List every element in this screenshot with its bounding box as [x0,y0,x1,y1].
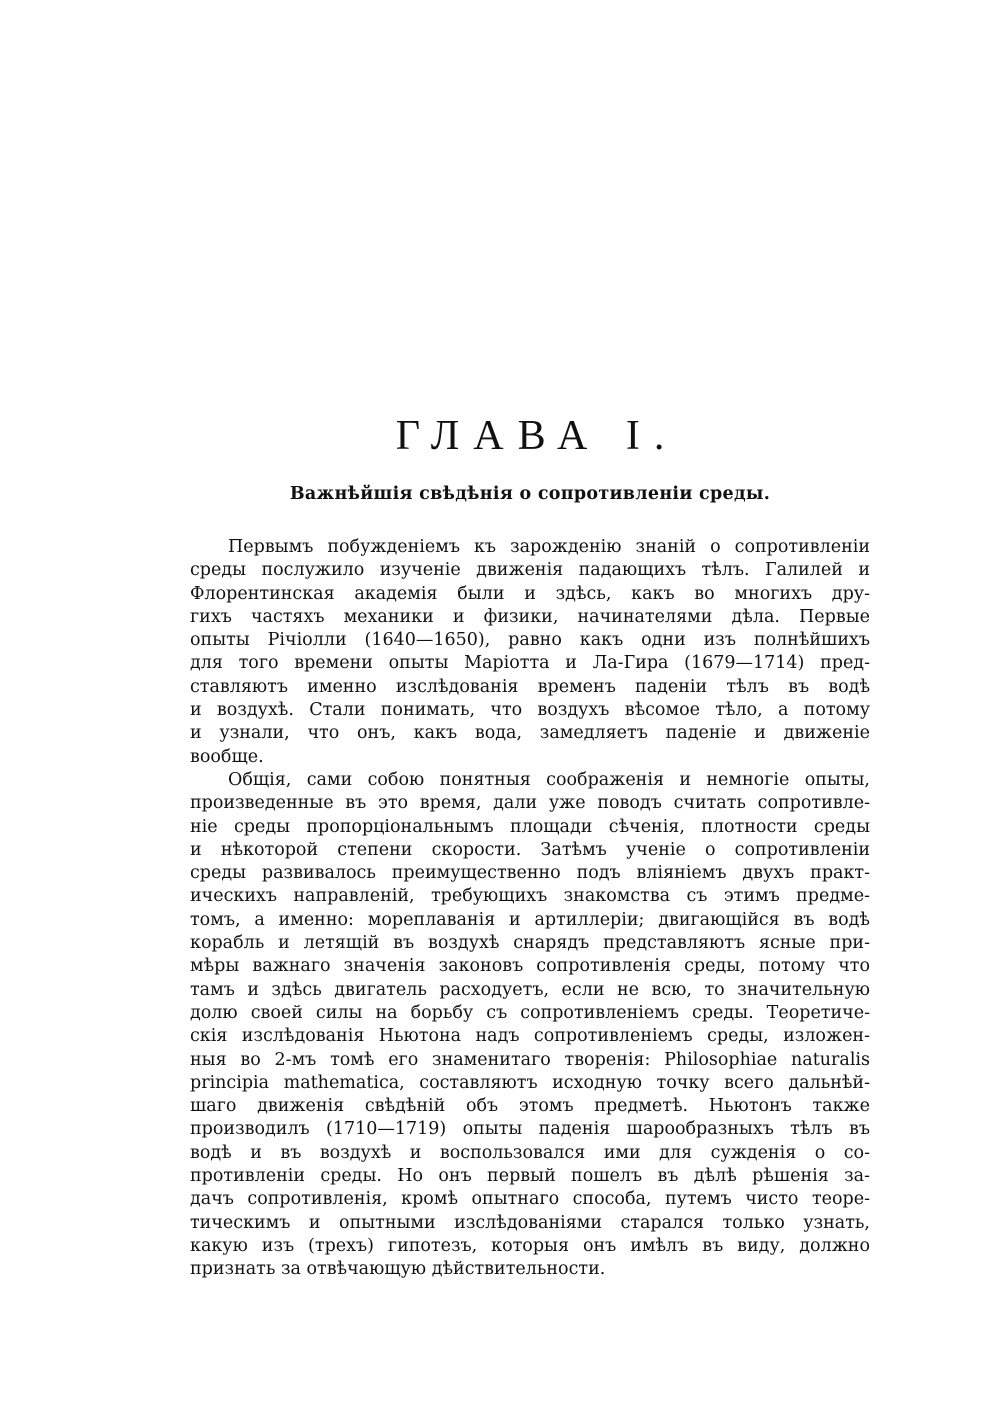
text-line: principia mathematica, составляютъ исходную точку всего дальнѣй- [190,1072,870,1093]
text-line: и узнали, что онъ, какъ вода, замедляетъ паденіе и движеніе [190,723,870,744]
chapter-title: ГЛАВА I. [395,413,679,459]
text-line: среды развивалось преимущественно подъ вліяніемъ двухъ практ- [190,863,870,884]
text-line: гихъ частяхъ механики и физики, начинателями дѣла. Первые [190,606,870,627]
text-line: и нѣкоторой степени скорости. Затѣмъ ученіе о сопротивленіи [190,839,870,860]
text-line: ніе среды пропорціональнымъ площади сѣченія, плотности среды [190,816,870,837]
text-line: Флорентинская академія были и здѣсь, какъ во многихъ дру- [190,583,870,604]
chapter-subtitle: Важнѣйшія свѣдѣнія о сопротивленіи среды. [289,484,771,504]
text-line: противленіи среды. Но онъ первый пошелъ въ дѣлѣ рѣшенія за- [190,1166,870,1187]
text-line: произведенные въ это время, дали уже поводъ считать сопротивле- [190,793,870,814]
text-line: признать за отвѣчающую дѣйствительности. [190,1259,606,1280]
text-line: тамъ и здѣсь двигатель расходуетъ, если не всю, то значительную [190,979,870,1000]
text-line: томъ, а именно: мореплаванія и артиллеріи; двигающійся въ водѣ [190,909,870,930]
text-line: шаго движенія свѣдѣній объ этомъ предметѣ. Ньютонъ также [190,1096,870,1117]
text-line: Общія, сами собою понятныя соображенія и немногіе опыты, [228,769,870,790]
text-line: ныя во 2-мъ томѣ его знаменитаго творенія: Philosophiae naturalis [190,1049,870,1070]
text-line: среды послужило изученіе движенія падающихъ тѣлъ. Галилей и [190,560,870,581]
text-line: производилъ (1710—1719) опыты паденія шарообразныхъ тѣлъ въ [190,1119,870,1140]
text-line: дачъ сопротивленія, кромѣ опытнаго способа, путемъ чисто теоре- [190,1189,870,1210]
text-line: долю своей силы на борьбу съ сопротивленіемъ среды. Теоретиче- [190,1002,870,1023]
text-line: корабль и летящій въ воздухѣ снарядъ представляютъ ясные при- [190,933,870,954]
text-line: и воздухѣ. Стали понимать, что воздухъ вѣсомое тѣло, а потому [190,700,870,721]
text-line: водѣ и въ воздухѣ и воспользовался ими для сужденія о со- [190,1142,870,1163]
text-line: Первымъ побужденіемъ къ зарожденію знаній о сопротивленіи [228,537,870,557]
text-line: скія изслѣдованія Ньютона надъ сопротивленіемъ среды, изложен- [190,1026,870,1047]
text-line: какую изъ (трехъ) гипотезъ, которыя онъ имѣлъ въ виду, должно [190,1235,870,1256]
paragraph-1 [190,536,870,769]
paragraph-2 [190,769,870,1282]
text-line: тическимъ и опытными изслѣдованіями старался только узнать, [190,1212,870,1233]
text-line: мѣры важнаго значенія законовъ сопротивленія среды, потому что [190,956,870,977]
text-block [190,412,870,1282]
text-line: ическихъ направленій, требующихъ знакомства съ этимъ предме- [190,886,870,907]
text-line: ставляютъ именно изслѣдованія временъ паденіи тѣлъ въ водѣ [190,676,870,697]
text-line: опыты Річіолли (1640—1650), равно какъ одни изъ полнѣйшихъ [190,630,870,651]
text-line: вообще. [190,746,264,767]
text-line: для того времени опыты Маріотта и Ла-Гира (1679—1714) пред- [190,653,870,674]
